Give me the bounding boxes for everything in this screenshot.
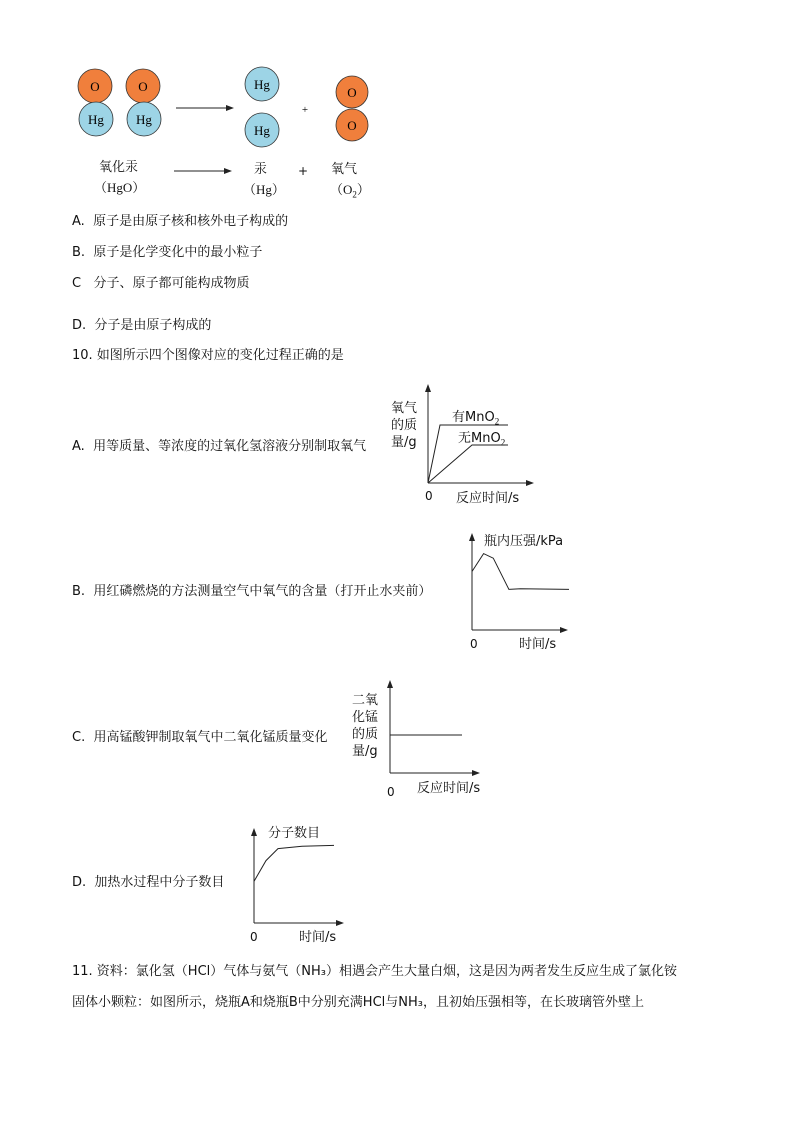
q11-stem-line2: 固体小颗粒：如图所示，烧瓶A和烧瓶B中分别充满HCl与NH₃，且初始压强相等，在长玻璃管外壁上 xyxy=(72,995,644,1010)
chart3-origin: 0 xyxy=(387,785,395,799)
chart3-xlabel: 反应时间/s xyxy=(417,781,481,796)
q9-option-d: D. 分子是由原子构成的 xyxy=(72,318,212,333)
chart1-series-label-without: 无MnO$_2$ xyxy=(458,431,506,448)
chart1-origin: 0 xyxy=(425,489,433,503)
chart3-axes xyxy=(387,680,480,776)
reaction-arrow-top xyxy=(176,105,234,111)
q10-option-a: A. 用等质量、等浓度的过氧化氢溶液分别制取氧气 xyxy=(72,439,367,454)
chart4-ylabel: 分子数目 xyxy=(268,826,321,841)
mercury-label: Hg xyxy=(88,112,104,127)
q11-stem-line1: 11. 资料：氯化氢（HCl）气体与氨气（NH₃）相遇会产生大量白烟，这是因为两者发生反应生成了氯化铵 xyxy=(72,964,677,979)
chart2-axes xyxy=(469,533,568,633)
chart2-origin: 0 xyxy=(470,637,478,651)
hgo-molecule-1 xyxy=(78,69,113,136)
mercury-atoms xyxy=(245,67,279,147)
q10-option-d: D. 加热水过程中分子数目 xyxy=(72,875,225,890)
q9-option-b: B. 原子是化学变化中的最小粒子 xyxy=(72,245,263,260)
chart2-plot xyxy=(465,525,575,635)
chart4-series-molecule-count xyxy=(254,845,334,881)
mercury-label: Hg xyxy=(254,123,270,138)
chart1-xlabel: 反应时间/s xyxy=(456,491,520,506)
chart1-ylabel: 氧气 的质 量/g xyxy=(391,401,418,450)
chart3-plot xyxy=(382,676,492,786)
q10-option-b: B. 用红磷燃烧的方法测量空气中氧气的含量（打开止水夹前） xyxy=(72,584,432,599)
product1-formula: （Hg） xyxy=(243,182,285,197)
reaction-arrow-bottom xyxy=(174,168,232,174)
product2-name: 氧气 xyxy=(331,162,358,177)
q9-option-a: A. 原子是由原子核和核外电子构成的 xyxy=(72,214,289,229)
o2-molecule xyxy=(336,76,368,141)
chart4-axes xyxy=(251,828,344,926)
chart2-ylabel: 瓶内压强/kPa xyxy=(484,534,564,549)
mercury-label: Hg xyxy=(136,112,152,127)
chart3-ylabel: 二氧 化锰 的质 量/g xyxy=(352,693,379,759)
product1-name: 汞 xyxy=(254,162,268,177)
chart4-origin: 0 xyxy=(250,930,258,944)
chart2-xlabel: 时间/s xyxy=(519,637,557,652)
plus-sign-text: + xyxy=(298,164,309,178)
chart1-series-label-with: 有MnO$_2$ xyxy=(452,410,500,427)
oxygen-label: O xyxy=(347,118,357,133)
product2-formula: $(O_2)$ xyxy=(330,182,370,200)
chart4-xlabel: 时间/s xyxy=(299,930,337,945)
q10-option-c: C. 用高锰酸钾制取氧气中二氧化锰质量变化 xyxy=(72,730,328,745)
plus-sign: + xyxy=(301,104,309,116)
reactant-formula: （HgO） xyxy=(94,180,146,195)
chart1-series-without-mno2 xyxy=(428,445,508,483)
oxygen-label: O xyxy=(138,79,148,94)
hgo-molecule-2 xyxy=(126,69,161,136)
q10-stem: 10. 如图所示四个图像对应的变化过程正确的是 xyxy=(72,348,344,363)
chart2-series-pressure xyxy=(472,554,569,590)
chart4-plot xyxy=(246,822,356,932)
oxygen-label: O xyxy=(90,79,100,94)
reactant-name: 氧化汞 xyxy=(99,160,139,175)
mercury-label: Hg xyxy=(254,77,270,92)
oxygen-label: O xyxy=(347,85,357,100)
q9-option-c: C 分子、原子都可能构成物质 xyxy=(72,276,250,291)
